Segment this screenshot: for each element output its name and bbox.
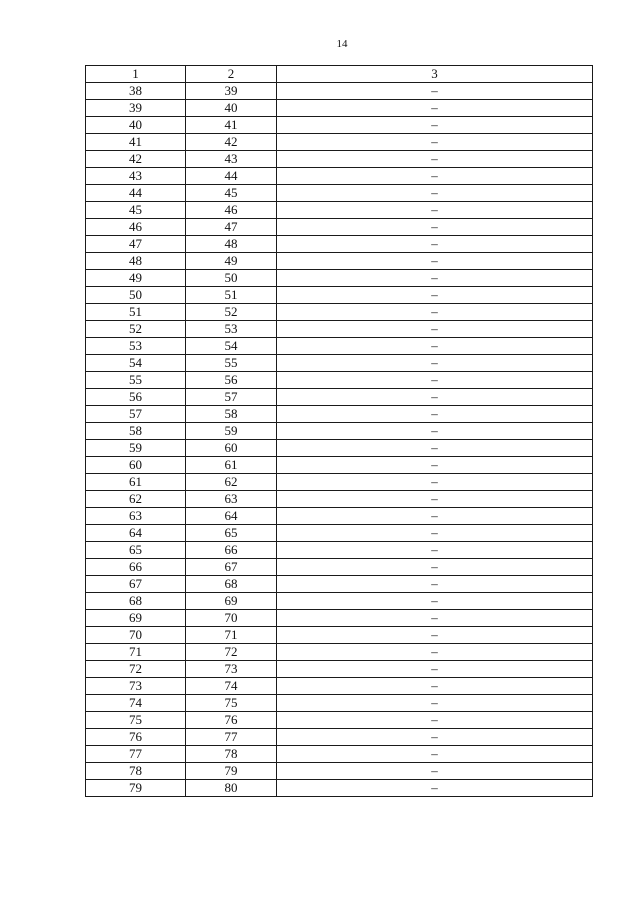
table-cell-col-3: –: [277, 593, 593, 610]
table-cell-col-3: –: [277, 304, 593, 321]
table-row: [86, 780, 593, 797]
table-cell-col-1: 57: [86, 406, 186, 423]
table-cell-col-1: 42: [86, 151, 186, 168]
table-cell-col-3: –: [277, 627, 593, 644]
table-cell-col-1: 67: [86, 576, 186, 593]
table-cell-col-2: 66: [186, 542, 277, 559]
table-cell-col-2: 65: [186, 525, 277, 542]
table-cell-col-3: –: [277, 474, 593, 491]
table-cell-col-2: 76: [186, 712, 277, 729]
table-row: [86, 406, 593, 423]
table-cell-col-3: –: [277, 321, 593, 338]
table-cell-col-3: –: [277, 423, 593, 440]
table-row: [86, 746, 593, 763]
table-cell-col-2: 56: [186, 372, 277, 389]
table-cell-col-1: 48: [86, 253, 186, 270]
table-row: [86, 695, 593, 712]
table-row: [86, 219, 593, 236]
table-cell-col-2: 51: [186, 287, 277, 304]
table-cell-col-3: –: [277, 355, 593, 372]
table-row: [86, 763, 593, 780]
table-cell-col-1: 41: [86, 134, 186, 151]
table-row: [86, 593, 593, 610]
table-cell-col-1: 52: [86, 321, 186, 338]
table-cell-col-3: –: [277, 270, 593, 287]
table-cell-col-1: 69: [86, 610, 186, 627]
table-cell-col-3: –: [277, 202, 593, 219]
table-cell-col-2: 48: [186, 236, 277, 253]
table-cell-col-3: –: [277, 661, 593, 678]
table-cell-col-3: –: [277, 117, 593, 134]
table-cell-col-3: –: [277, 168, 593, 185]
table-cell-col-2: 77: [186, 729, 277, 746]
table-cell-col-2: 79: [186, 763, 277, 780]
table-row: [86, 542, 593, 559]
table-cell-col-1: 45: [86, 202, 186, 219]
table-row: [86, 287, 593, 304]
table-cell-col-2: 69: [186, 593, 277, 610]
table-row: [86, 712, 593, 729]
table-cell-col-3: –: [277, 100, 593, 117]
table-cell-col-2: 67: [186, 559, 277, 576]
table-cell-col-1: 46: [86, 219, 186, 236]
table-row: [86, 559, 593, 576]
table-row: [86, 253, 593, 270]
table-row: [86, 491, 593, 508]
table-cell-col-2: 55: [186, 355, 277, 372]
table-cell-col-3: –: [277, 287, 593, 304]
table-cell-col-1: 76: [86, 729, 186, 746]
table-cell-col-3: –: [277, 678, 593, 695]
table-cell-col-2: 73: [186, 661, 277, 678]
table-cell-col-2: 70: [186, 610, 277, 627]
table-cell-col-2: 39: [186, 83, 277, 100]
table-cell-col-1: 38: [86, 83, 186, 100]
table-cell-col-2: 63: [186, 491, 277, 508]
table-cell-col-3: –: [277, 372, 593, 389]
table-cell-col-3: –: [277, 491, 593, 508]
table-cell-col-3: –: [277, 525, 593, 542]
table-cell-col-1: 49: [86, 270, 186, 287]
table-row: [86, 270, 593, 287]
table-cell-col-3: –: [277, 746, 593, 763]
table-cell-col-2: 46: [186, 202, 277, 219]
table-cell-col-2: 40: [186, 100, 277, 117]
table-row: [86, 661, 593, 678]
table-cell-col-1: 59: [86, 440, 186, 457]
table-row: [86, 100, 593, 117]
table-cell-col-3: –: [277, 542, 593, 559]
table-cell-col-1: 43: [86, 168, 186, 185]
table-row: [86, 729, 593, 746]
table-row: [86, 202, 593, 219]
table-cell-col-3: –: [277, 83, 593, 100]
table-cell-col-3: –: [277, 406, 593, 423]
table-row: [86, 644, 593, 661]
table-cell-col-3: –: [277, 185, 593, 202]
table-cell-col-3: –: [277, 695, 593, 712]
table-cell-col-1: 39: [86, 100, 186, 117]
table-cell-col-3: –: [277, 151, 593, 168]
table-cell-col-2: 54: [186, 338, 277, 355]
table-row: [86, 321, 593, 338]
table-cell-col-2: 47: [186, 219, 277, 236]
table-cell-col-1: 79: [86, 780, 186, 797]
table-cell-col-1: 58: [86, 423, 186, 440]
table-cell-col-2: 64: [186, 508, 277, 525]
table-cell-col-3: –: [277, 763, 593, 780]
table-cell-col-1: 70: [86, 627, 186, 644]
table-row: [86, 117, 593, 134]
table-cell-col-1: 62: [86, 491, 186, 508]
table-cell-col-3: –: [277, 134, 593, 151]
table-cell-col-1: 65: [86, 542, 186, 559]
table-cell-col-1: 73: [86, 678, 186, 695]
header-cell-2: 2: [186, 66, 277, 83]
table-row: [86, 355, 593, 372]
table-cell-col-1: 54: [86, 355, 186, 372]
table-cell-col-2: 41: [186, 117, 277, 134]
table-cell-col-3: –: [277, 440, 593, 457]
table-cell-col-3: –: [277, 610, 593, 627]
table-row: [86, 372, 593, 389]
table-cell-col-1: 66: [86, 559, 186, 576]
table-row: [86, 134, 593, 151]
table-cell-col-2: 68: [186, 576, 277, 593]
table-cell-col-1: 71: [86, 644, 186, 661]
table-cell-col-2: 61: [186, 457, 277, 474]
table-cell-col-1: 72: [86, 661, 186, 678]
table-cell-col-2: 60: [186, 440, 277, 457]
table-cell-col-2: 45: [186, 185, 277, 202]
table-row: [86, 627, 593, 644]
table-row: [86, 508, 593, 525]
table-cell-col-1: 77: [86, 746, 186, 763]
table-cell-col-1: 64: [86, 525, 186, 542]
table-row: [86, 168, 593, 185]
table-cell-col-3: –: [277, 236, 593, 253]
table-cell-col-3: –: [277, 576, 593, 593]
table-cell-col-2: 50: [186, 270, 277, 287]
table-row: [86, 304, 593, 321]
table-cell-col-1: 78: [86, 763, 186, 780]
table-row: [86, 236, 593, 253]
table-row: [86, 389, 593, 406]
table-cell-col-2: 49: [186, 253, 277, 270]
table-cell-col-2: 59: [186, 423, 277, 440]
table-row: [86, 423, 593, 440]
table-cell-col-1: 68: [86, 593, 186, 610]
table-cell-col-2: 78: [186, 746, 277, 763]
table-cell-col-3: –: [277, 712, 593, 729]
table-cell-col-3: –: [277, 559, 593, 576]
table-cell-col-1: 50: [86, 287, 186, 304]
table-cell-col-2: 43: [186, 151, 277, 168]
table-cell-col-3: –: [277, 780, 593, 797]
table-cell-col-2: 71: [186, 627, 277, 644]
table-cell-col-1: 63: [86, 508, 186, 525]
table-cell-col-1: 74: [86, 695, 186, 712]
table-row: [86, 610, 593, 627]
table-cell-col-1: 60: [86, 457, 186, 474]
table-cell-col-3: –: [277, 219, 593, 236]
table-cell-col-3: –: [277, 389, 593, 406]
header-cell-1: 1: [86, 66, 186, 83]
table-row: [86, 440, 593, 457]
table-cell-col-3: –: [277, 508, 593, 525]
table-row: [86, 474, 593, 491]
table-row: [86, 457, 593, 474]
table-cell-col-1: 56: [86, 389, 186, 406]
table-row: [86, 338, 593, 355]
table-cell-col-2: 53: [186, 321, 277, 338]
header-cell-3: 3: [277, 66, 593, 83]
table-cell-col-1: 51: [86, 304, 186, 321]
table-cell-col-2: 62: [186, 474, 277, 491]
table-cell-col-1: 44: [86, 185, 186, 202]
table-cell-col-3: –: [277, 338, 593, 355]
data-table: [85, 65, 593, 797]
page-number: 14: [336, 38, 348, 50]
table-cell-col-1: 61: [86, 474, 186, 491]
table-cell-col-2: 44: [186, 168, 277, 185]
table-cell-col-2: 58: [186, 406, 277, 423]
table-cell-col-2: 42: [186, 134, 277, 151]
table-cell-col-1: 75: [86, 712, 186, 729]
table-cell-col-3: –: [277, 729, 593, 746]
table-row: [86, 151, 593, 168]
table-row: [86, 576, 593, 593]
table-cell-col-1: 55: [86, 372, 186, 389]
table-cell-col-2: 57: [186, 389, 277, 406]
table-cell-col-2: 74: [186, 678, 277, 695]
table-cell-col-1: 47: [86, 236, 186, 253]
table-body: [86, 66, 593, 797]
table-cell-col-2: 80: [186, 780, 277, 797]
table-row: [86, 185, 593, 202]
table-cell-col-1: 40: [86, 117, 186, 134]
table-row: [86, 678, 593, 695]
table-header-row: [86, 66, 593, 83]
table-cell-col-2: 75: [186, 695, 277, 712]
table-cell-col-3: –: [277, 457, 593, 474]
table-cell-col-2: 52: [186, 304, 277, 321]
table-cell-col-3: –: [277, 253, 593, 270]
table-cell-col-1: 53: [86, 338, 186, 355]
table-row: [86, 83, 593, 100]
table-cell-col-3: –: [277, 644, 593, 661]
table-cell-col-2: 72: [186, 644, 277, 661]
table-row: [86, 525, 593, 542]
